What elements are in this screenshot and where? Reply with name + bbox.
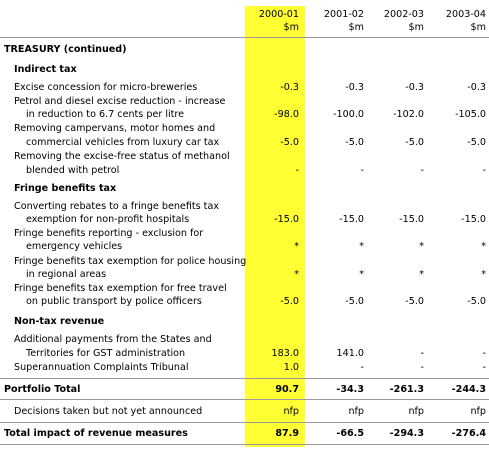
cell-value: * xyxy=(481,269,486,280)
cell-value: -15.0 xyxy=(399,214,424,225)
cell-value: -15.0 xyxy=(274,214,299,225)
decisions-row xyxy=(0,405,489,419)
unit-label: $m xyxy=(283,22,299,33)
cell-value: -5.0 xyxy=(345,137,364,148)
row-label: Fringe benefits reporting - exclusion for xyxy=(14,228,204,239)
table-row xyxy=(0,164,489,178)
portfolio-total-top-rule xyxy=(0,378,489,379)
year-2000-01: 2000-01 xyxy=(258,9,299,20)
row-label: Removing campervans, motor homes and xyxy=(14,123,216,134)
cell-value: -244.3 xyxy=(451,384,486,395)
cell-value: -5.0 xyxy=(280,296,299,307)
cell-value: -5.0 xyxy=(405,137,424,148)
subheading-indirect-tax: Indirect tax xyxy=(14,64,77,75)
table-row xyxy=(0,268,489,282)
unit-label: $m xyxy=(408,22,424,33)
cell-value: * xyxy=(481,241,486,252)
cell-value: - xyxy=(420,165,424,176)
cell-value: -261.3 xyxy=(389,384,424,395)
table-row xyxy=(0,213,489,227)
subheading-row xyxy=(0,182,489,196)
table-row-line1 xyxy=(0,95,489,109)
cell-value: -98.0 xyxy=(274,109,299,120)
year-2003-04: 2003-04 xyxy=(445,9,486,20)
table-row xyxy=(0,347,489,361)
portfolio-total-label: Portfolio Total xyxy=(4,384,81,395)
cell-value: nfp xyxy=(470,406,486,417)
table-row xyxy=(0,136,489,150)
row-label-continued: Territories for GST administration xyxy=(26,348,186,359)
table-row xyxy=(0,361,489,375)
cell-value: * xyxy=(294,241,299,252)
cell-value: - xyxy=(295,165,299,176)
cell-value: - xyxy=(420,362,424,373)
cell-value: -100.0 xyxy=(333,109,364,120)
cell-value: -15.0 xyxy=(339,214,364,225)
table-row xyxy=(0,81,489,95)
cell-value: - xyxy=(360,165,364,176)
table-row-line1 xyxy=(0,333,489,347)
row-label: Petrol and diesel excise reduction - increase xyxy=(14,96,226,107)
row-label: Fringe benefits tax exemption for free travel xyxy=(14,283,227,294)
portfolio-total-row xyxy=(0,383,489,397)
total-impact-row xyxy=(0,427,489,441)
section-title-row xyxy=(0,43,489,57)
table-row xyxy=(0,295,489,309)
row-label-continued: exemption for non-profit hospitals xyxy=(26,214,190,225)
row-label-continued: in reduction to 6.7 cents per litre xyxy=(26,109,185,120)
header-rule xyxy=(0,37,489,38)
unit-label: $m xyxy=(348,22,364,33)
portfolio-total-bottom-rule xyxy=(0,399,489,400)
subheading-row xyxy=(0,315,489,329)
cell-value: -5.0 xyxy=(467,296,486,307)
cell-value: -15.0 xyxy=(461,214,486,225)
decisions-label: Decisions taken but not yet announced xyxy=(14,406,203,417)
cell-value: 1.0 xyxy=(283,362,299,373)
row-label: Removing the excise-free status of methanol xyxy=(14,151,230,162)
table-bottom-rule xyxy=(0,444,489,445)
cell-value: -0.3 xyxy=(467,82,486,93)
row-label: Fringe benefits tax exemption for police housing xyxy=(14,256,247,267)
subheading-row xyxy=(0,63,489,77)
cell-value: -5.0 xyxy=(345,296,364,307)
table-row-line1 xyxy=(0,150,489,164)
total-impact-label: Total impact of revenue measures xyxy=(4,428,188,439)
table-row-line1 xyxy=(0,200,489,214)
row-label-continued: emergency vehicles xyxy=(26,241,123,252)
table-row-line1 xyxy=(0,227,489,241)
unit-label: $m xyxy=(470,22,486,33)
cell-value: * xyxy=(294,269,299,280)
cell-value: -276.4 xyxy=(451,428,486,439)
total-impact-top-rule xyxy=(0,422,489,423)
row-label: Excise concession for micro-breweries xyxy=(14,82,198,93)
row-label: Additional payments from the States and xyxy=(14,334,212,345)
cell-value: 87.9 xyxy=(275,428,299,439)
cell-value: * xyxy=(419,241,424,252)
row-label-continued: blended with petrol xyxy=(26,165,120,176)
table-row-line1 xyxy=(0,122,489,136)
cell-value: - xyxy=(482,362,486,373)
cell-value: - xyxy=(360,362,364,373)
cell-value: -5.0 xyxy=(280,137,299,148)
cell-value: - xyxy=(420,348,424,359)
year-2002-03: 2002-03 xyxy=(383,9,424,20)
header-years-row xyxy=(0,8,489,22)
subheading-non-tax-revenue: Non-tax revenue xyxy=(14,316,105,327)
cell-value: - xyxy=(482,165,486,176)
year-2001-02: 2001-02 xyxy=(323,9,364,20)
section-title: TREASURY (continued) xyxy=(4,44,127,55)
cell-value: 141.0 xyxy=(336,348,364,359)
cell-value: -5.0 xyxy=(405,296,424,307)
cell-value: -0.3 xyxy=(280,82,299,93)
table-row-line1 xyxy=(0,282,489,296)
table-row-line1 xyxy=(0,255,489,269)
cell-value: nfp xyxy=(348,406,364,417)
cell-value: 183.0 xyxy=(271,348,299,359)
cell-value: -5.0 xyxy=(467,137,486,148)
cell-value: * xyxy=(359,269,364,280)
cell-value: * xyxy=(359,241,364,252)
table-row xyxy=(0,108,489,122)
subheading-fringe-benefits: Fringe benefits tax xyxy=(14,183,117,194)
cell-value: nfp xyxy=(408,406,424,417)
table-row xyxy=(0,240,489,254)
cell-value: -105.0 xyxy=(455,109,486,120)
cell-value: nfp xyxy=(283,406,299,417)
cell-value: -102.0 xyxy=(393,109,424,120)
header-unit-row xyxy=(0,21,489,35)
cell-value: -34.3 xyxy=(336,384,364,395)
cell-value: -66.5 xyxy=(336,428,364,439)
cell-value: -294.3 xyxy=(389,428,424,439)
row-label-continued: commercial vehicles from luxury car tax xyxy=(26,137,220,148)
cell-value: - xyxy=(482,348,486,359)
row-label: Converting rebates to a fringe benefits tax xyxy=(14,201,220,212)
row-label: Superannuation Complaints Tribunal xyxy=(14,362,189,373)
cell-value: 90.7 xyxy=(275,384,299,395)
row-label-continued: on public transport by police officers xyxy=(26,296,202,307)
cell-value: * xyxy=(419,269,424,280)
cell-value: -0.3 xyxy=(405,82,424,93)
row-label-continued: in regional areas xyxy=(26,269,107,280)
cell-value: -0.3 xyxy=(345,82,364,93)
